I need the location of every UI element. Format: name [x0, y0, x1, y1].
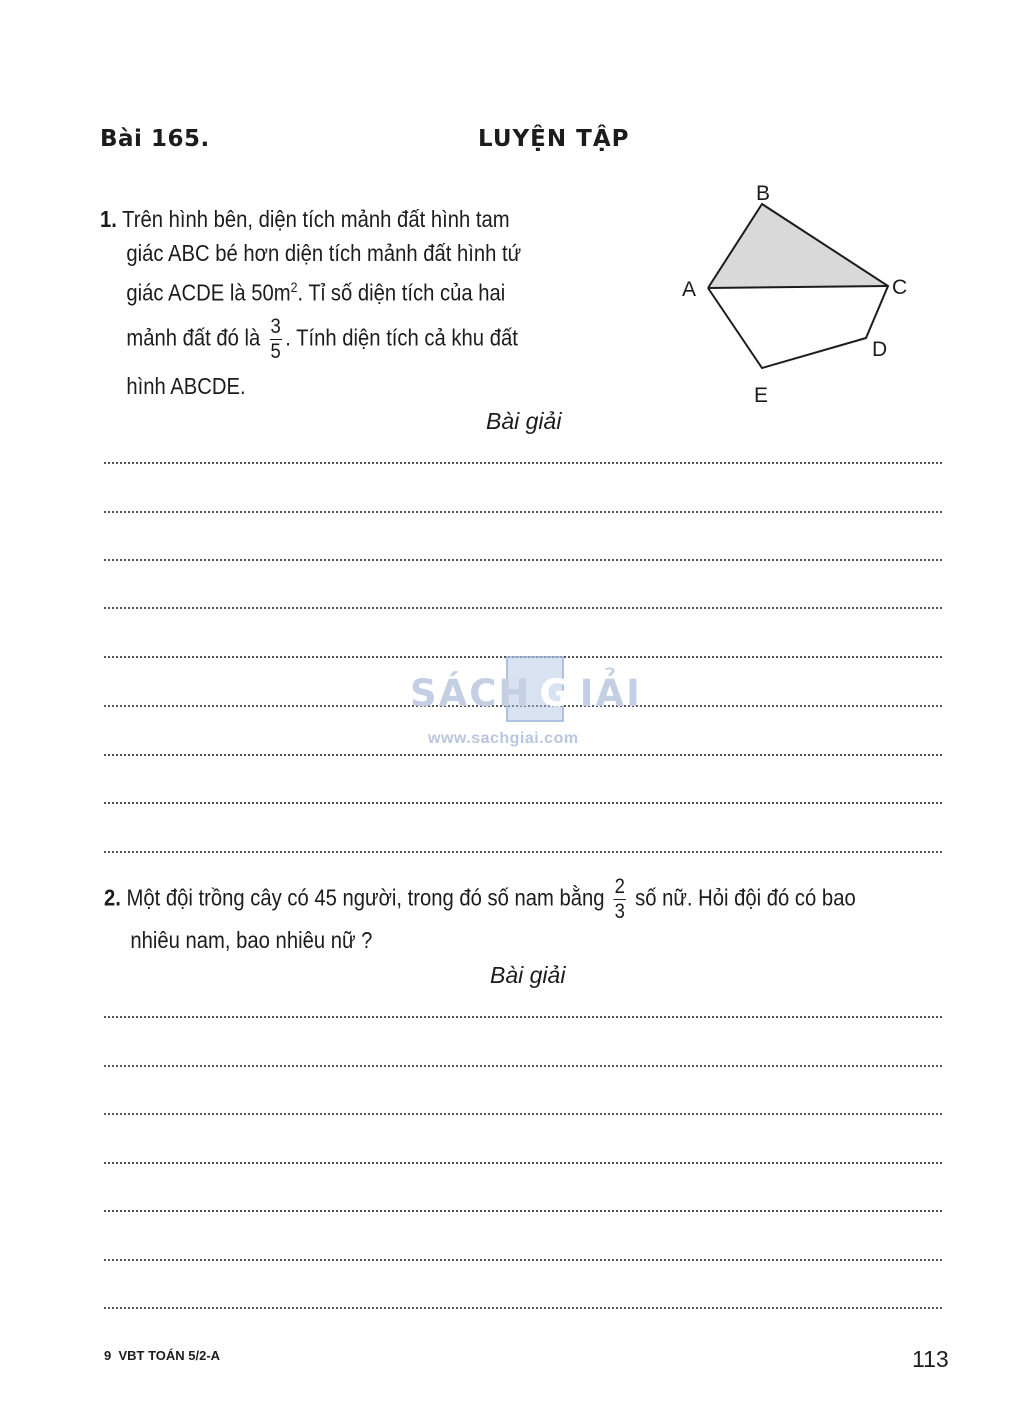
watermark-brand-right: IẢI — [579, 672, 642, 715]
exercise-1-solution-label: Bài giải — [486, 408, 562, 434]
exercise-1-text-1: Trên hình bên, diện tích mảnh đất hình tam — [122, 206, 510, 232]
exercise-1-text-4b: . Tính diện tích cả khu đất — [285, 324, 518, 351]
watermark-brand-box-letter: G — [539, 672, 572, 715]
exercise-1-line-1 — [100, 202, 531, 236]
answer-line[interactable] — [104, 1259, 942, 1261]
exercise-1-fraction — [269, 316, 281, 363]
answer-line[interactable] — [104, 1307, 942, 1309]
answer-line[interactable] — [104, 754, 942, 756]
answer-line[interactable] — [104, 851, 942, 853]
exercise-2-text-2: nhiêu nam, bao nhiêu nữ ? — [130, 927, 373, 953]
answer-line[interactable] — [104, 1113, 942, 1115]
answer-line[interactable] — [104, 1162, 942, 1164]
exercise-2-number: 2. — [104, 884, 121, 911]
exercise-1-text-2: giác ABC bé hơn diện tích mảnh đất hình tứ — [126, 240, 522, 266]
exercise-1-number: 1. — [100, 206, 117, 232]
exercise-1-line-5 — [100, 369, 531, 403]
fraction-numerator: 3 — [270, 314, 281, 338]
answer-line[interactable] — [104, 511, 942, 513]
exercise-2 — [104, 876, 964, 957]
page-number: 113 — [912, 1346, 949, 1372]
exercise-2-text-1b: số nữ. Hỏi đội đó có bao — [635, 884, 856, 911]
exercise-1-text-4a: mảnh đất đó là — [126, 324, 261, 351]
vertex-label-e: E — [754, 384, 769, 407]
vertex-label-c: C — [892, 276, 908, 299]
exercise-1-text-3b: . Tỉ số diện tích của hai — [297, 279, 506, 306]
exercise-1-text-3a: giác ACDE là 50m — [126, 279, 291, 306]
vertex-label-a: A — [682, 278, 697, 301]
exercise-1-superscript: 2 — [290, 279, 298, 295]
fraction-numerator: 2 — [614, 875, 625, 898]
lesson-title: LUYỆN TẬP — [478, 126, 630, 152]
exercise-1 — [100, 202, 590, 403]
fraction-denominator: 5 — [270, 339, 281, 363]
footer-book-code: 9 VBT TOÁN 5/2-A — [104, 1348, 221, 1363]
lesson-number: Bài 165. — [100, 126, 210, 152]
exercise-1-line-3 — [100, 270, 531, 310]
exercise-2-text-1a: Một đội trồng cây có 45 người, trong đó số nam bằng — [126, 884, 605, 911]
pentagon-figure — [670, 170, 930, 410]
answer-line[interactable] — [104, 1065, 942, 1067]
exercise-1-text-5: hình ABCDE. — [126, 372, 246, 399]
answer-line[interactable] — [104, 802, 942, 804]
watermark-url: www.sachgiai.com — [428, 730, 579, 747]
vertex-label-b: B — [756, 182, 771, 205]
answer-line[interactable] — [104, 559, 942, 561]
answer-line[interactable] — [104, 462, 942, 464]
watermark-brand — [410, 672, 642, 715]
exercise-2-fraction — [614, 876, 626, 923]
exercise-2-line-2 — [104, 923, 861, 957]
answer-line[interactable] — [104, 607, 942, 609]
exercise-2-solution-label: Bài giải — [490, 962, 566, 988]
exercise-1-line-4 — [100, 316, 531, 363]
watermark-brand-left: SÁCH — [410, 672, 532, 715]
answer-line[interactable] — [104, 1210, 942, 1212]
exercise-2-line-1 — [104, 876, 861, 923]
fraction-denominator: 3 — [614, 900, 625, 923]
answer-line[interactable] — [104, 1016, 942, 1018]
vertex-label-d: D — [872, 338, 888, 361]
exercise-1-line-2 — [100, 236, 531, 270]
